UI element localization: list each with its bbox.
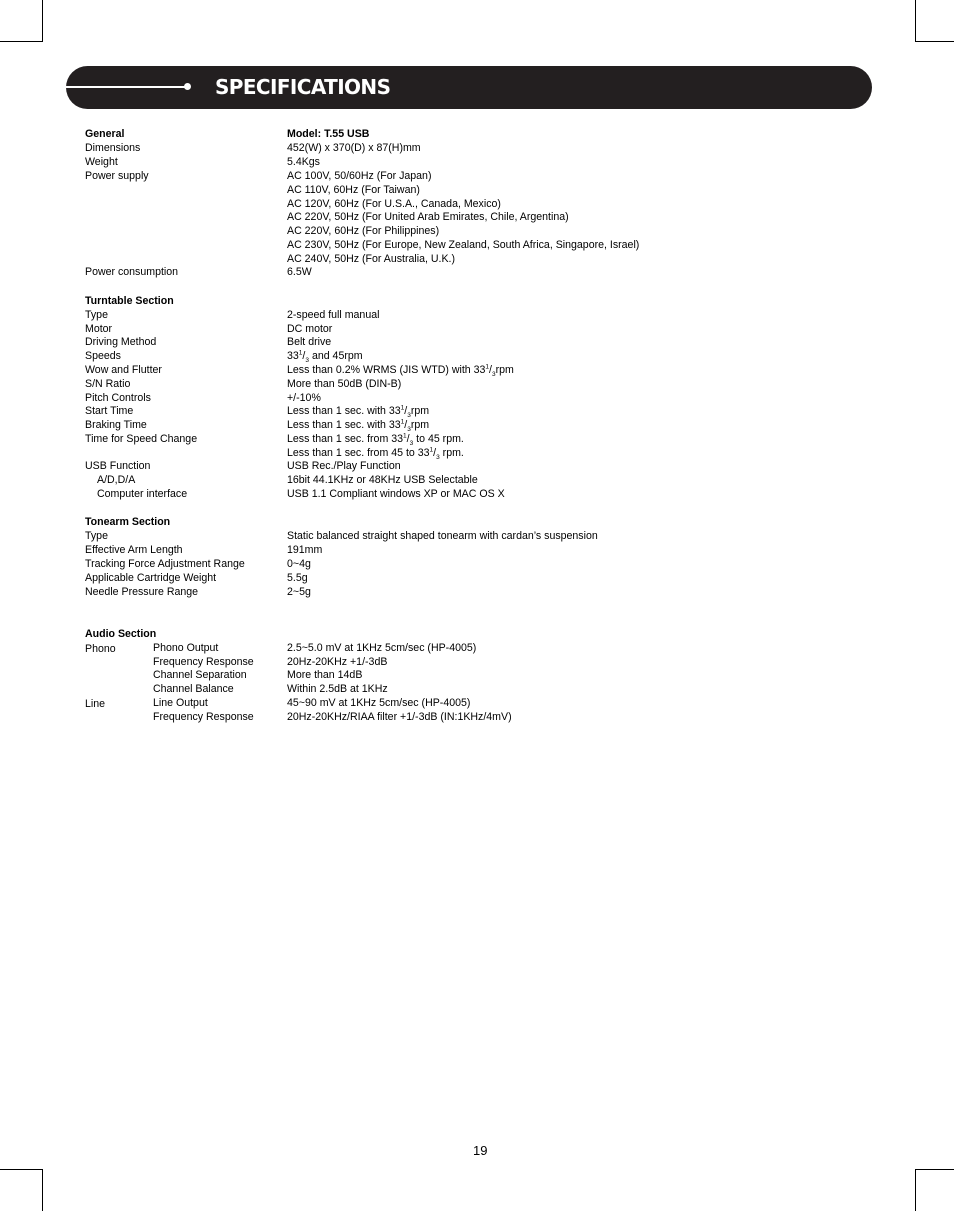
- spec-label: Start Time: [85, 405, 134, 417]
- spec-label: Type: [85, 530, 108, 542]
- spec-label: USB Function: [85, 460, 151, 472]
- value-part-pre: Less than 1 sec. with 33: [287, 405, 401, 417]
- spec-label: Weight: [85, 156, 118, 168]
- value-part-pre: Less than 0.2% WRMS (JIS WTD) with 33: [287, 364, 486, 376]
- spec-label: Effective Arm Length: [85, 544, 183, 556]
- crop-mark: [42, 1169, 43, 1211]
- spec-value: 2.5~5.0 mV at 1KHz 5cm/sec (HP-4005): [287, 642, 477, 654]
- spec-value: 20Hz-20KHz +1/-3dB: [287, 656, 388, 668]
- spec-value: AC 220V, 50Hz (For United Arab Emirates, Chile, Argentina): [287, 211, 569, 223]
- spec-label: Power consumption: [85, 266, 179, 278]
- value-part-slash: /: [404, 419, 408, 431]
- value-part-sup: 1: [429, 446, 434, 454]
- value-part-sub: 3: [436, 454, 440, 462]
- spec-group: Line: [85, 698, 106, 710]
- spec-value: More than 50dB (DIN-B): [287, 378, 402, 390]
- spec-group: Phono: [85, 643, 116, 655]
- spec-value: [287, 349, 363, 363]
- spec-label: Frequency Response: [153, 711, 254, 723]
- spec-value: 20Hz-20KHz/RIAA filter +1/-3dB (IN:1KHz/4mV): [287, 711, 512, 723]
- crop-mark: [915, 0, 916, 42]
- value-part-sup: 1: [400, 418, 405, 426]
- spec-label: Needle Pressure Range: [85, 586, 199, 598]
- value-part-post: rpm: [410, 419, 430, 431]
- value-part-slash: /: [489, 364, 492, 376]
- spec-value: +/-10%: [287, 392, 321, 404]
- spec-label: Speeds: [85, 350, 121, 362]
- spec-label: Driving Method: [85, 336, 157, 348]
- spec-value: [287, 446, 464, 460]
- value-part-slash: /: [404, 405, 408, 417]
- section-heading: Turntable Section: [85, 295, 174, 307]
- value-part-post: to 45 rpm.: [413, 433, 464, 445]
- spec-label: Pitch Controls: [85, 392, 151, 404]
- model-label: Model: T.55 USB: [287, 128, 370, 140]
- spec-value: AC 240V, 50Hz (For Australia, U.K.): [287, 253, 455, 265]
- spec-label: Wow and Flutter: [85, 364, 162, 376]
- spec-value: USB Rec./Play Function: [287, 460, 401, 472]
- value-part-slash: /: [406, 433, 410, 445]
- spec-label: Channel Separation: [153, 669, 247, 681]
- value-part-sub: 3: [409, 440, 414, 448]
- value-part-sup: 1: [298, 349, 303, 357]
- value-part-sub: 3: [407, 412, 411, 420]
- spec-value: Belt drive: [287, 336, 332, 348]
- spec-label: Motor: [85, 323, 113, 335]
- spec-label: Channel Balance: [153, 683, 234, 695]
- spec-value: 45~90 mV at 1KHz 5cm/sec (HP-4005): [287, 697, 471, 709]
- spec-label: Braking Time: [85, 419, 147, 431]
- value-part-sup: 1: [400, 404, 405, 412]
- value-part-post: and 45rpm: [309, 350, 363, 362]
- spec-value: [287, 418, 429, 432]
- value-part-pre: 33: [287, 350, 299, 362]
- spec-value: AC 230V, 50Hz (For Europe, New Zealand, South Africa, Singapore, Israel): [287, 239, 640, 251]
- spec-label: Tracking Force Adjustment Range: [85, 558, 245, 570]
- spec-value: Within 2.5dB at 1KHz: [287, 683, 388, 695]
- crop-mark: [0, 41, 42, 42]
- crop-mark: [915, 1169, 954, 1170]
- spec-value: [287, 432, 464, 446]
- crop-mark: [0, 1169, 42, 1170]
- spec-value: More than 14dB: [287, 669, 363, 681]
- page-number: 19: [473, 1143, 488, 1158]
- banner-rule: [66, 86, 188, 88]
- value-part-slash: /: [433, 447, 437, 459]
- spec-value: [287, 363, 514, 377]
- spec-value: 2-speed full manual: [287, 309, 380, 321]
- spec-label: Type: [85, 309, 108, 321]
- spec-label: Frequency Response: [153, 656, 254, 668]
- spec-label: Computer interface: [97, 488, 188, 500]
- spec-value: 16bit 44.1KHz or 48KHz USB Selectable: [287, 474, 478, 486]
- spec-value: 2~5g: [287, 586, 311, 598]
- value-part-post: rpm: [495, 364, 514, 376]
- header-banner: [66, 66, 872, 109]
- spec-value: 191mm: [287, 544, 323, 556]
- spec-value: AC 100V, 50/60Hz (For Japan): [287, 170, 432, 182]
- page-title: SPECIFICATIONS: [215, 75, 391, 99]
- value-part-post: rpm.: [439, 447, 464, 459]
- banner-dot: [184, 83, 191, 90]
- spec-label: Power supply: [85, 170, 149, 182]
- spec-value: [287, 404, 429, 418]
- value-part-sub: 3: [491, 371, 496, 379]
- spec-value: Static balanced straight shaped tonearm with cardan’s suspension: [287, 530, 598, 542]
- spec-label: Phono Output: [153, 642, 219, 654]
- spec-value: 5.4Kgs: [287, 156, 320, 168]
- spec-value: AC 220V, 60Hz (For Philippines): [287, 225, 440, 237]
- value-part-slash: /: [302, 350, 306, 362]
- value-part-sub: 3: [407, 426, 411, 434]
- value-part-post: rpm: [410, 405, 430, 417]
- value-part-sup: 1: [485, 363, 490, 371]
- spec-label: Dimensions: [85, 142, 141, 154]
- spec-label: S/N Ratio: [85, 378, 131, 390]
- value-part-sub: 3: [305, 357, 309, 365]
- spec-value: AC 120V, 60Hz (For U.S.A., Canada, Mexico): [287, 198, 501, 210]
- section-heading: General: [85, 128, 125, 140]
- spec-label: Time for Speed Change: [85, 433, 198, 445]
- crop-mark: [42, 0, 43, 42]
- spec-label: A/D,D/A: [97, 474, 136, 486]
- value-part-pre: Less than 1 sec. from 33: [287, 433, 404, 445]
- spec-label: Line Output: [153, 697, 208, 709]
- spec-value: DC motor: [287, 323, 333, 335]
- spec-value: 6.5W: [287, 266, 312, 278]
- crop-mark: [915, 1169, 916, 1211]
- spec-value: USB 1.1 Compliant windows XP or MAC OS X: [287, 488, 505, 500]
- spec-value: 5.5g: [287, 572, 308, 584]
- spec-value: AC 110V, 60Hz (For Taiwan): [287, 184, 420, 196]
- value-part-pre: Less than 1 sec. with 33: [287, 419, 401, 431]
- spec-label: Applicable Cartridge Weight: [85, 572, 217, 584]
- value-part-sup: 1: [403, 432, 407, 440]
- value-part-pre: Less than 1 sec. from 45 to 33: [287, 447, 430, 459]
- spec-value: 452(W) x 370(D) x 87(H)mm: [287, 142, 421, 154]
- section-heading: Tonearm Section: [85, 516, 171, 528]
- section-heading: Audio Section: [85, 628, 157, 640]
- crop-mark: [915, 41, 954, 42]
- spec-value: 0~4g: [287, 558, 311, 570]
